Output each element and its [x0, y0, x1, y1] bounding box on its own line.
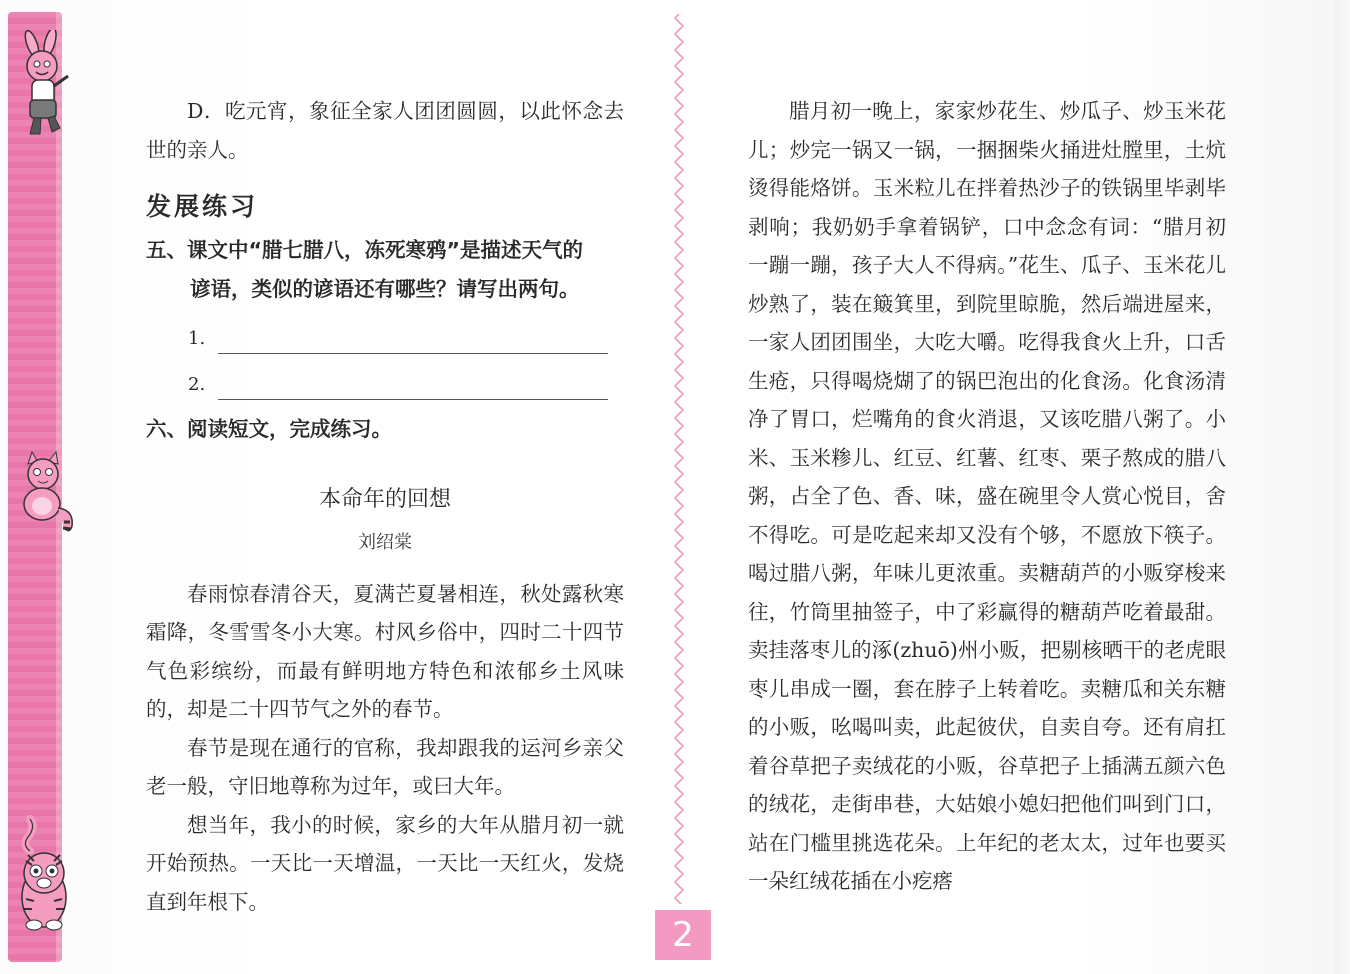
article-author: 刘绍棠 [358, 531, 412, 553]
answer-blank-1[interactable] [146, 308, 624, 354]
section-heading: 发展练习 [146, 192, 259, 221]
tiger-mascot-icon [10, 815, 80, 935]
article-paragraph-1: 春雨惊春清谷天，夏满芒夏暑相连，秋处露秋寒霜降，冬雪雪冬小大寒。村风乡俗中，四时二十四节气色彩缤纷，而最有鲜明地方特色和浓郁乡土风味的，却是二十四节气之外的春节。 [146, 581, 624, 721]
question-5-line-1: 五、课文中“腊七腊八，冻死寒鸦”是描述天气的 [146, 238, 583, 262]
article-paragraph-3: 想当年，我小的时候，家乡的大年从腊月初一就开始预热。一天比一天增温，一天比一天红火，发烧直到年根下。 [146, 812, 624, 914]
article-title: 本命年的回想 [318, 486, 451, 512]
question-5-line-2: 谚语，类似的谚语还有哪些？请写出两句。 [190, 276, 580, 301]
page-number-badge [655, 910, 711, 960]
rabbit-mascot-icon [10, 30, 80, 140]
page-number: 2 [672, 915, 694, 955]
answer-line[interactable] [218, 375, 608, 400]
answer-line[interactable] [218, 329, 608, 354]
left-page [146, 92, 624, 921]
page-fold-divider [671, 14, 687, 904]
article-paragraph-4: 腊月初一晚上，家家炒花生、炒瓜子、炒玉米花儿；炒完一锅又一锅，一捆捆柴火捅进灶膛里，土炕烫得能烙饼。玉米粒儿在拌着热沙子的铁锅里毕剥毕剥响；我奶奶手拿着锅铲，口中念念有词：“腊月初一蹦一蹦，孩子大人不得病。”花生、瓜子、玉米花儿炒熟了，装在簸箕里，到院里晾脆，然后端进屋来，一家人团团围坐，大吃大嚼。吃得我食火上升，口舌生疮，只得喝烧煳了的锅巴泡出的化食汤。化食汤清净了胃口，烂嘴角的食火消退，又该吃腊八粥了。小米、玉米糁儿、红豆、红薯、红枣、栗子熬成的腊八粥，占全了色、香、味，盛在碗里令人赏心悦目，舍不得吃。可是吃起来却又没有个够，不愿放下筷子。喝过腊八粥，年味儿更浓重。卖糖葫芦的小贩穿梭来往，竹筒里抽签子，中了彩赢得的糖葫芦吃着最甜。卖挂落枣儿的涿(zhuō)州小贩，把剔核晒干的老虎眼枣儿串成一圈，套在脖子上转着吃。卖糖瓜和关东糖的小贩，吆喝叫卖，此起彼伏，自卖自夸。还有肩扛着谷草把子卖绒花的小贩，谷草把子上插满五颜六色的绒花，走街串巷，大姑娘小媳妇把他们叫到门口，站在门槛里挑选花朵。上年纪的老太太，过年也要买一朵红绒花插在小疙瘩 [748, 99, 1226, 893]
option-d: D．吃元宵，象征全家人团团圆圆，以此怀念去世的亲人。 [146, 99, 624, 162]
article-paragraph-2: 春节是现在通行的官称，我却跟我的运河乡亲父老一般，守旧地尊称为过年，或曰大年。 [146, 735, 624, 798]
answer-blank-2[interactable] [146, 354, 624, 400]
right-page [748, 92, 1226, 901]
page-edge-shadow [1334, 0, 1350, 974]
cat-mascot-icon [10, 450, 80, 540]
blank-number: 1. [188, 328, 206, 349]
question-6: 六、阅读短文，完成练习。 [146, 417, 392, 441]
blank-number: 2. [188, 374, 206, 395]
